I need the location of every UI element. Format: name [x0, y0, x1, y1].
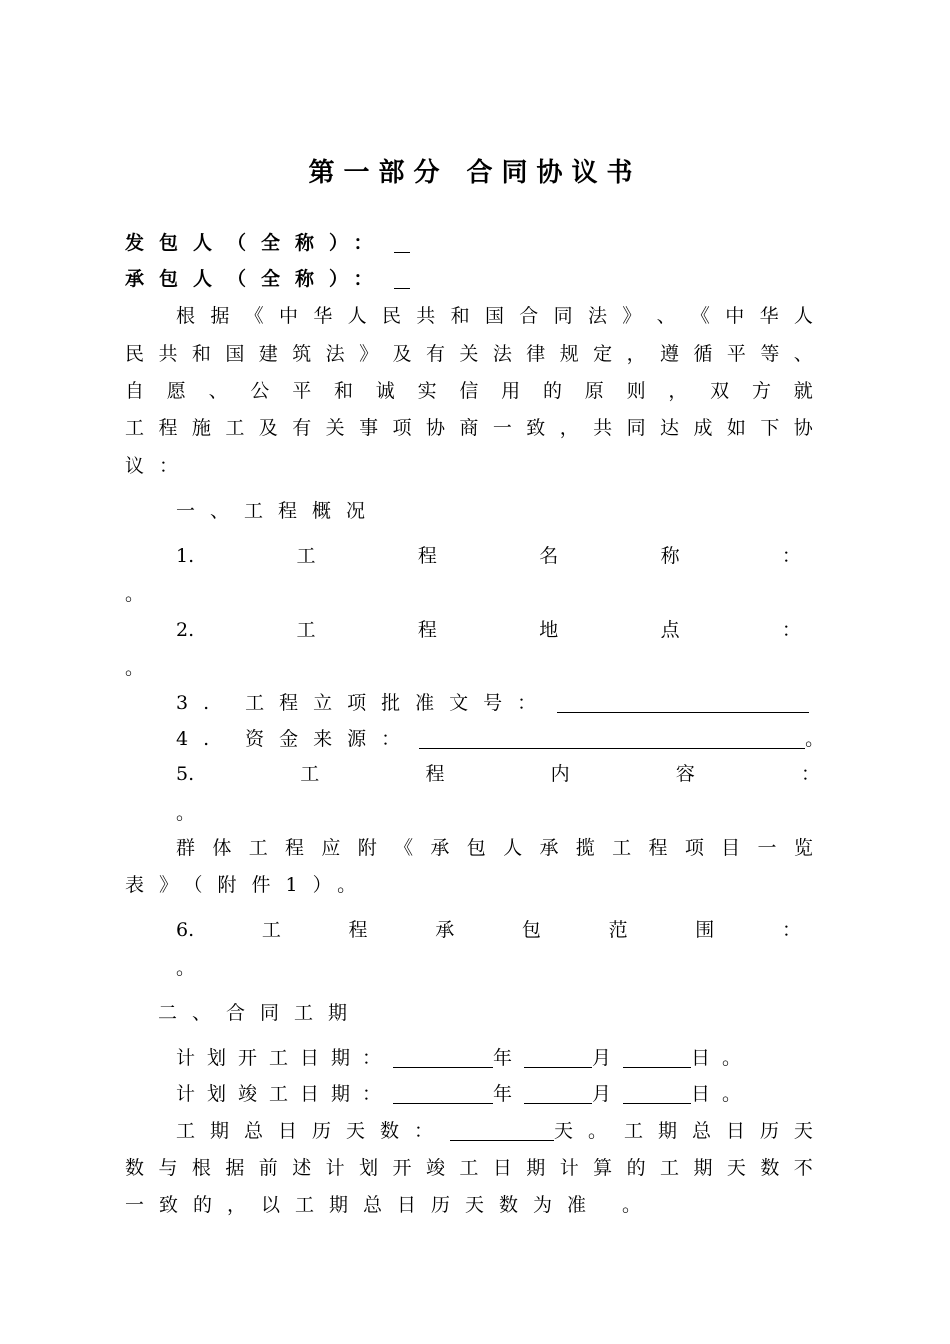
total-days-blank: [450, 1122, 554, 1141]
text-char: 前: [258, 1157, 278, 1179]
text-char: 和: [450, 305, 470, 327]
text-char: 工: [225, 417, 245, 439]
text-char: 根: [191, 1157, 211, 1179]
finish-month-unit: 月: [592, 1083, 624, 1105]
start-day-unit: 日。: [691, 1047, 754, 1069]
text-char: 协: [425, 417, 445, 439]
finish-day-unit: 日。: [691, 1083, 754, 1105]
text-char: 同: [626, 417, 646, 439]
text-char: 致: [526, 417, 546, 439]
text-char: 国: [484, 305, 504, 327]
start-date-label: 计划开工日期：: [176, 1047, 394, 1069]
text-char: 公: [250, 380, 270, 402]
total-calendar-days: [176, 1122, 622, 1141]
text-char: 承: [539, 837, 559, 859]
text-char: 不: [793, 1157, 813, 1179]
text-char: 称: [660, 545, 680, 567]
text-char: 施: [191, 417, 211, 439]
text-char: 华: [759, 305, 779, 327]
text-char: 围: [695, 919, 715, 941]
text-char: 、: [208, 380, 228, 402]
contractor-blank: [394, 270, 410, 289]
text-char: 关: [459, 343, 479, 365]
text-char: 遵: [660, 343, 680, 365]
text-char: 包: [466, 837, 486, 859]
text-char: 工: [248, 837, 268, 859]
text-char: 及: [392, 343, 412, 365]
text-char: 期: [526, 1157, 546, 1179]
text-char: 原: [584, 380, 604, 402]
intro-line-5: 议：: [125, 455, 194, 477]
funding-source-blank: [419, 730, 805, 749]
text-char: 等: [760, 343, 780, 365]
text-char: 项: [392, 417, 412, 439]
item-contract-scope: [176, 921, 801, 940]
text-char: 揽: [575, 837, 595, 859]
text-char: 应: [321, 837, 341, 859]
text-char: ，: [559, 417, 579, 439]
item-project-name-end: 。: [125, 583, 145, 605]
text-char: 《: [690, 305, 710, 327]
text-char: 民: [381, 305, 401, 327]
text-char: 数: [125, 1157, 145, 1179]
text-char: 和: [333, 380, 353, 402]
text-char: 如: [726, 417, 746, 439]
text-char: 同: [553, 305, 573, 327]
group-project-line-1: [176, 839, 813, 858]
total-days-note-tail: [624, 1122, 813, 1141]
finish-year-unit: 年: [493, 1083, 525, 1105]
text-char: 5.: [176, 763, 195, 785]
text-char: ：: [781, 919, 801, 941]
text-char: 据: [210, 305, 230, 327]
text-char: 目: [721, 837, 741, 859]
item-contract-scope-end: 。: [176, 957, 196, 979]
text-char: 下: [760, 417, 780, 439]
text-char: 程: [417, 545, 437, 567]
total-days-note-line-2: [125, 1159, 813, 1178]
text-char: 工: [300, 763, 320, 785]
text-char: 诚: [375, 380, 395, 402]
text-char: ：: [800, 763, 820, 785]
employer-line: [125, 234, 410, 253]
intro-line-3: [125, 382, 813, 401]
text-char: 一: [757, 837, 777, 859]
text-char: 包: [521, 919, 541, 941]
text-char: 地: [539, 619, 559, 641]
text-char: 的: [626, 1157, 646, 1179]
finish-date-label: 计划竣工日期：: [176, 1083, 394, 1105]
text-char: 、: [793, 343, 813, 365]
text-char: 建: [258, 343, 278, 365]
text-char: 程: [348, 919, 368, 941]
item-project-content-end: 。: [176, 802, 196, 824]
text-char: 商: [459, 417, 479, 439]
text-char: 的: [542, 380, 562, 402]
text-char: 6.: [176, 919, 195, 941]
text-char: ，: [668, 380, 688, 402]
text-char: ：: [781, 545, 801, 567]
contractor-line: [125, 270, 410, 289]
text-char: 天: [793, 1120, 813, 1142]
text-char: 中: [278, 305, 298, 327]
text-char: 程: [158, 417, 178, 439]
text-char: 法: [325, 343, 345, 365]
text-char: 规: [559, 343, 579, 365]
text-char: 及: [258, 417, 278, 439]
text-char: 就: [793, 380, 813, 402]
text-char: 工: [624, 1120, 644, 1142]
item-project-location-end: 。: [125, 657, 145, 679]
text-char: 法: [587, 305, 607, 327]
start-year-unit: 年: [493, 1047, 525, 1069]
contractor-label: 承包人（全称）：: [125, 268, 388, 290]
text-char: 事: [359, 417, 379, 439]
text-char: 根: [176, 305, 196, 327]
section2-heading: 二、合同工期: [158, 1002, 363, 1024]
finish-month-blank: [524, 1085, 592, 1104]
text-char: 日: [725, 1120, 745, 1142]
text-char: 《: [394, 837, 414, 859]
text-char: 日: [492, 1157, 512, 1179]
text-char: 承: [435, 919, 455, 941]
text-char: 关: [325, 417, 345, 439]
text-char: 民: [125, 343, 145, 365]
text-char: 竣: [425, 1157, 445, 1179]
text-char: 实: [417, 380, 437, 402]
text-char: 范: [608, 919, 628, 941]
text-char: 有: [425, 343, 445, 365]
text-char: 人: [503, 837, 523, 859]
text-char: 》: [622, 305, 642, 327]
text-char: 工: [125, 417, 145, 439]
item-project-content: [176, 765, 820, 784]
employer-label: 发包人（全称）：: [125, 232, 388, 254]
start-year-blank: [393, 1049, 493, 1068]
page-title: 第一部分 合同协议书: [308, 158, 642, 188]
funding-source-end: 。: [805, 728, 840, 750]
text-char: 工: [296, 545, 316, 567]
group-project-line-2: 表》（附件1）。: [125, 874, 372, 896]
text-char: 点: [660, 619, 680, 641]
text-char: 国: [225, 343, 245, 365]
intro-line-4: [125, 419, 813, 438]
text-char: 共: [158, 343, 178, 365]
text-char: 天: [726, 1157, 746, 1179]
text-char: 工: [261, 919, 281, 941]
text-char: 容: [675, 763, 695, 785]
text-char: 附: [357, 837, 377, 859]
text-char: ，: [626, 343, 646, 365]
text-char: 平: [726, 343, 746, 365]
text-char: 用: [501, 380, 521, 402]
text-char: 成: [693, 417, 713, 439]
text-char: 循: [693, 343, 713, 365]
text-char: 名: [539, 545, 559, 567]
text-char: 、: [656, 305, 676, 327]
text-char: 程: [417, 619, 437, 641]
text-char: 方: [751, 380, 771, 402]
text-char: 律: [526, 343, 546, 365]
text-char: 项: [684, 837, 704, 859]
text-char: 工: [612, 837, 632, 859]
item-project-location: [176, 621, 801, 640]
text-char: 筑: [292, 343, 312, 365]
text-char: 开: [392, 1157, 412, 1179]
total-days-unit: 天。: [554, 1120, 623, 1142]
start-month-blank: [524, 1049, 592, 1068]
start-month-unit: 月: [592, 1047, 624, 1069]
text-char: 程: [285, 837, 305, 859]
text-char: 达: [660, 417, 680, 439]
finish-day-blank: [623, 1085, 691, 1104]
approval-number-label: 3. 工程立项批准文号：: [176, 692, 552, 714]
text-char: 与: [158, 1157, 178, 1179]
item-project-name: [176, 547, 801, 566]
text-char: 2.: [176, 619, 195, 641]
text-char: 期: [693, 1157, 713, 1179]
text-char: 愿: [166, 380, 186, 402]
text-char: 总: [691, 1120, 711, 1142]
text-char: 双: [710, 380, 730, 402]
text-char: 有: [292, 417, 312, 439]
planned-start-date: [176, 1049, 753, 1068]
text-char: 程: [425, 763, 445, 785]
text-char: 历: [759, 1120, 779, 1142]
text-char: 和: [191, 343, 211, 365]
text-char: 华: [313, 305, 333, 327]
total-days-note-line-3: 一致的，以工期总日历天数为准 。: [125, 1194, 657, 1216]
text-char: 协: [793, 417, 813, 439]
funding-source-label: 4. 资金来源：: [176, 728, 416, 750]
item-approval-number: [176, 694, 809, 713]
section1-heading: 一、工程概况: [176, 500, 381, 522]
text-char: 法: [492, 343, 512, 365]
text-char: 据: [225, 1157, 245, 1179]
text-char: 划: [359, 1157, 379, 1179]
text-char: 算: [593, 1157, 613, 1179]
text-char: 1.: [176, 545, 195, 567]
employer-blank: [394, 234, 410, 253]
text-char: 工: [459, 1157, 479, 1179]
text-char: 平: [292, 380, 312, 402]
planned-finish-date: [176, 1085, 753, 1104]
intro-line-1: [176, 307, 813, 326]
text-char: 信: [459, 380, 479, 402]
text-char: 承: [430, 837, 450, 859]
text-char: 《: [244, 305, 264, 327]
text-char: 群: [176, 837, 196, 859]
text-char: 人: [347, 305, 367, 327]
text-char: 共: [416, 305, 436, 327]
text-char: 一: [492, 417, 512, 439]
text-char: 人: [793, 305, 813, 327]
approval-number-blank: [557, 694, 809, 713]
text-char: 》: [359, 343, 379, 365]
text-char: 体: [212, 837, 232, 859]
text-char: 中: [725, 305, 745, 327]
text-char: 共: [593, 417, 613, 439]
text-char: ：: [781, 619, 801, 641]
text-char: 则: [626, 380, 646, 402]
text-char: 计: [559, 1157, 579, 1179]
item-funding-source: [176, 730, 839, 749]
text-char: 述: [292, 1157, 312, 1179]
total-days-label: 工期总日历天数：: [176, 1120, 449, 1142]
text-char: 期: [657, 1120, 677, 1142]
text-char: 定: [593, 343, 613, 365]
start-day-blank: [623, 1049, 691, 1068]
text-char: 工: [660, 1157, 680, 1179]
text-char: 计: [325, 1157, 345, 1179]
text-char: 内: [550, 763, 570, 785]
text-char: 览: [793, 837, 813, 859]
text-char: 合: [519, 305, 539, 327]
text-char: 自: [125, 380, 145, 402]
text-char: 数: [760, 1157, 780, 1179]
text-char: 工: [296, 619, 316, 641]
text-char: 程: [648, 837, 668, 859]
intro-line-2: [125, 345, 813, 364]
finish-year-blank: [393, 1085, 493, 1104]
